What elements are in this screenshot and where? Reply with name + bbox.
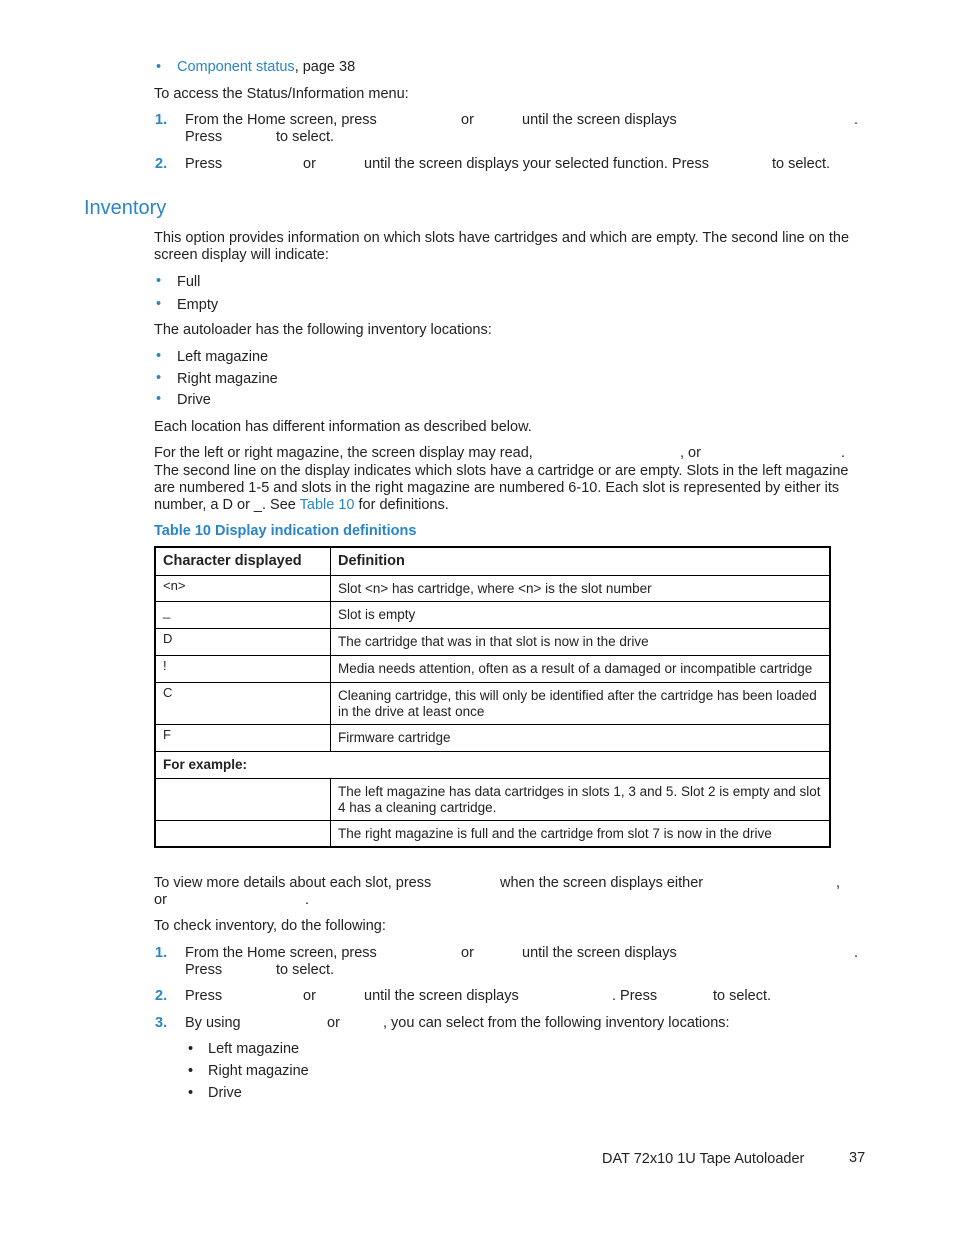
bullet-dot: • (156, 370, 162, 386)
char-cell: _ (155, 602, 331, 629)
para2-rest: The second line on the display indicates which slots have a cartridge or are empty. Slots in the left magazine are numbered 1-5 and slots in the right magazine are numbered 6-10. Each slot is represented by either its number, a D or _. See (154, 463, 849, 513)
bullet-dot: • (156, 348, 162, 364)
location-item: Drive (177, 392, 211, 408)
step-text: to select. (276, 129, 335, 145)
para2-body (154, 463, 864, 514)
bullet-dot: • (188, 1085, 194, 1101)
para2-end: for definitions. (358, 497, 449, 513)
access-line: To access the Status/Information menu: (154, 86, 409, 102)
table-row (155, 656, 830, 683)
example-definition-cell: The left magazine has data cartridges in slots 1, 3 and 5. Slot 2 is empty and slot 4 has a cleaning cartridge. (331, 779, 831, 821)
each-location-line: Each location has different information as described below. (154, 419, 532, 435)
table-row (155, 725, 830, 752)
step-text: to select. (772, 156, 831, 172)
state-item: Empty (177, 297, 219, 313)
table-row (155, 683, 830, 725)
para2-text: , or (680, 445, 701, 461)
step-text: By using (185, 1015, 241, 1031)
sub-location-item: Drive (208, 1085, 242, 1101)
step-text: to select. (713, 988, 772, 1004)
sub-location-item: Right magazine (208, 1063, 309, 1079)
step-number: 2. (155, 156, 168, 172)
inventory-paragraph: This option provides information on which slots have cartridges and which are empty. The second line on the screen display will indicate: (154, 230, 850, 263)
page-number: 37 (849, 1150, 866, 1166)
location-item: Left magazine (177, 349, 269, 365)
example-char-cell (155, 821, 331, 847)
step-text: . (854, 945, 859, 961)
bullet-dot: • (156, 391, 162, 407)
example-label-cell: For example: (155, 752, 830, 779)
step-text: From the Home screen, press (185, 945, 377, 961)
page-ref: , page 38 (294, 59, 356, 75)
component-status-link[interactable]: Component status (177, 59, 295, 75)
char-cell: <n> (155, 576, 331, 602)
char-cell: D (155, 629, 331, 656)
step-text: until the screen displays (522, 112, 677, 128)
step-text: or (461, 945, 474, 961)
table-row (155, 602, 830, 629)
inventory-heading: Inventory (84, 197, 167, 219)
step-number: 1. (155, 112, 168, 128)
bullet-dot: • (156, 273, 162, 289)
step-text: or (461, 112, 474, 128)
step-text: until the screen displays your selected function. Press (364, 156, 709, 172)
check-inventory-line: To check inventory, do the following: (154, 918, 386, 934)
state-item: Full (177, 274, 201, 290)
definition-cell: Slot is empty (331, 602, 831, 629)
locations-intro: The autoloader has the following inventory locations: (154, 322, 492, 338)
column-header: Character displayed (155, 547, 331, 576)
definition-cell: Slot <n> has cartridge, where <n> is the slot number (331, 576, 831, 602)
step-text: Press (185, 962, 223, 978)
table-10-link[interactable]: Table 10 (299, 497, 355, 513)
step-text: to select. (276, 962, 335, 978)
step-number: 2. (155, 988, 168, 1004)
bullet-dot: • (156, 59, 162, 75)
bullet-dot: • (188, 1041, 194, 1057)
view-details-text: , (836, 875, 841, 891)
bullet-dot: • (156, 296, 162, 312)
table-row (155, 752, 830, 779)
table-header-row (155, 547, 830, 576)
example-char-cell (155, 779, 331, 821)
step-text: . (854, 112, 859, 128)
definition-cell: Cleaning cartridge, this will only be identified after the cartridge has been loaded in the drive at least once (331, 683, 831, 725)
column-header: Definition (331, 547, 831, 576)
footer-title: DAT 72x10 1U Tape Autoloader (602, 1151, 805, 1167)
step-text: or (303, 156, 316, 172)
table-row (155, 629, 830, 656)
bullet-dot: • (188, 1063, 194, 1079)
display-indication-table (154, 546, 831, 848)
view-details-text: . (305, 892, 310, 908)
table-row (155, 779, 830, 821)
location-item: Right magazine (177, 371, 278, 387)
step-text: until the screen displays (522, 945, 677, 961)
view-details-text: To view more details about each slot, press (154, 875, 432, 891)
table-title: Table 10 Display indication definitions (154, 523, 417, 539)
step-text: or (327, 1015, 340, 1031)
char-cell: ! (155, 656, 331, 683)
table-row (155, 576, 830, 602)
step-text: Press (185, 156, 223, 172)
component-status-bullet (177, 59, 355, 75)
table-row (155, 821, 830, 847)
view-details-text: or (154, 892, 167, 908)
definition-cell: Media needs attention, often as a result of a damaged or incompatible cartridge (331, 656, 831, 683)
sub-location-item: Left magazine (208, 1041, 300, 1057)
char-cell: C (155, 683, 331, 725)
step-text: Press (185, 988, 223, 1004)
para2-text: . (841, 445, 846, 461)
step-number: 3. (155, 1015, 168, 1031)
step-text: until the screen displays (364, 988, 519, 1004)
step-text: . Press (612, 988, 658, 1004)
para2-text: For the left or right magazine, the screen display may read, (154, 445, 533, 461)
step-text: , you can select from the following inventory locations: (383, 1015, 730, 1031)
example-definition-cell: The right magazine is full and the cartridge from slot 7 is now in the drive (331, 821, 831, 847)
step-text: From the Home screen, press (185, 112, 377, 128)
definition-cell: The cartridge that was in that slot is now in the drive (331, 629, 831, 656)
step-number: 1. (155, 945, 168, 961)
view-details-text: when the screen displays either (500, 875, 704, 891)
definition-cell: Firmware cartridge (331, 725, 831, 752)
step-text: or (303, 988, 316, 1004)
step-text: Press (185, 129, 223, 145)
char-cell: F (155, 725, 331, 752)
